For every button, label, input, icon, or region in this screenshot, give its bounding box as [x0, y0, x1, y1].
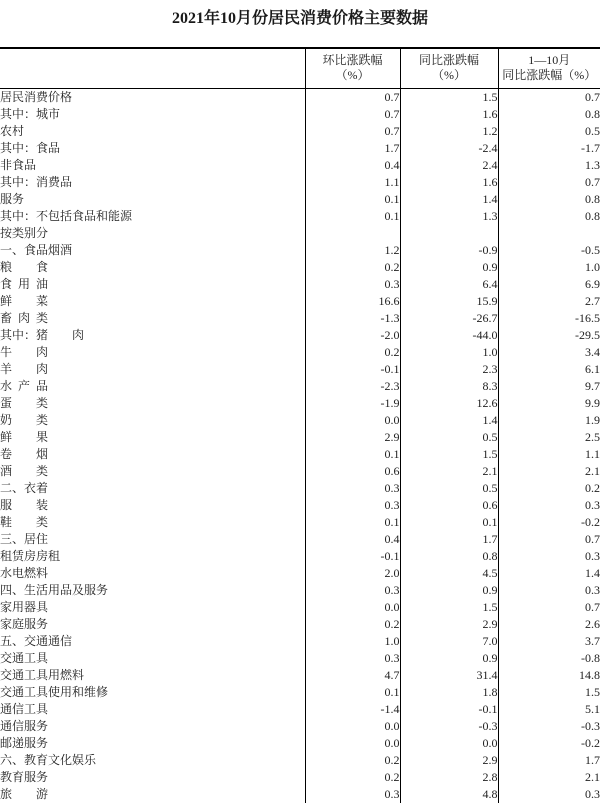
table-row: [0, 531, 600, 548]
table-row: [0, 225, 600, 242]
table-row: [0, 701, 600, 718]
mom-value-cell: 1.7: [305, 140, 400, 157]
row-label: [0, 412, 305, 429]
row-label: [0, 735, 305, 752]
ytd-value-cell: 14.8: [498, 667, 600, 684]
row-label-name: 交通工具: [0, 650, 49, 665]
ytd-value-cell: 9.9: [498, 395, 600, 412]
yoy-value-cell: 0.6: [400, 497, 498, 514]
mom-value-cell: 2.9: [305, 429, 400, 446]
row-label: [0, 633, 305, 650]
mom-value-cell: 0.1: [305, 684, 400, 701]
table-row: [0, 514, 600, 531]
mom-value-cell: 1.1: [305, 174, 400, 191]
table-row: [0, 174, 600, 191]
yoy-value-cell: 15.9: [400, 293, 498, 310]
table-row: [0, 616, 600, 633]
table-row: [0, 497, 600, 514]
yoy-value-cell: 4.8: [400, 786, 498, 803]
row-label-name: 不包括食品和能源: [36, 208, 133, 223]
table-row: [0, 157, 600, 174]
ytd-value-cell: -29.5: [498, 327, 600, 344]
header-mom-column: [305, 48, 400, 88]
ytd-value-cell: -0.8: [498, 650, 600, 667]
ytd-value-cell: -0.2: [498, 735, 600, 752]
yoy-value-cell: 4.5: [400, 565, 498, 582]
table-row: [0, 769, 600, 786]
table-row: [0, 565, 600, 582]
table-row: [0, 123, 600, 140]
row-label-name: 一、食品烟酒: [0, 242, 73, 257]
ytd-value-cell: 0.8: [498, 208, 600, 225]
row-label-name: 猪肉: [36, 327, 85, 342]
mom-value-cell: 0.3: [305, 786, 400, 803]
ytd-value-cell: 0.2: [498, 480, 600, 497]
row-label: [0, 565, 305, 582]
ytd-value-cell: 1.3: [498, 157, 600, 174]
yoy-value-cell: 2.8: [400, 769, 498, 786]
table-row: [0, 208, 600, 225]
ytd-value-cell: 0.8: [498, 106, 600, 123]
yoy-value-cell: 1.6: [400, 106, 498, 123]
row-label: [0, 174, 305, 191]
row-label-name: 酒类: [0, 463, 48, 478]
row-label-name: 食用油: [0, 276, 48, 291]
ytd-value-cell: 2.7: [498, 293, 600, 310]
mom-value-cell: 0.4: [305, 531, 400, 548]
row-label-name: 蛋类: [0, 395, 48, 410]
table-row: [0, 191, 600, 208]
yoy-value-cell: 2.1: [400, 463, 498, 480]
table-row: [0, 140, 600, 157]
row-label: [0, 684, 305, 701]
yoy-value-cell: 31.4: [400, 667, 498, 684]
ytd-value-cell: 6.9: [498, 276, 600, 293]
row-label: [0, 310, 305, 327]
row-label-name: 奶类: [0, 412, 48, 427]
row-label: [0, 327, 305, 344]
row-label: [0, 446, 305, 463]
row-label-prefix: 其中：: [0, 140, 37, 155]
mom-value-cell: 0.4: [305, 157, 400, 174]
yoy-value-cell: 1.6: [400, 174, 498, 191]
yoy-value-cell: 0.9: [400, 650, 498, 667]
ytd-value-cell: -0.2: [498, 514, 600, 531]
table-row: [0, 310, 600, 327]
row-label: [0, 718, 305, 735]
table-row: [0, 327, 600, 344]
row-label: [0, 531, 305, 548]
yoy-value-cell: 8.3: [400, 378, 498, 395]
yoy-value-cell: -0.3: [400, 718, 498, 735]
row-label-name: 畜肉类: [0, 310, 48, 325]
mom-value-cell: 0.3: [305, 582, 400, 599]
row-label-name: 教育服务: [0, 769, 49, 784]
ytd-value-cell: 2.5: [498, 429, 600, 446]
table-row: [0, 582, 600, 599]
ytd-value-cell: 2.1: [498, 769, 600, 786]
row-label: [0, 480, 305, 497]
mom-value-cell: -1.9: [305, 395, 400, 412]
ytd-value-cell: [498, 225, 600, 242]
row-label-name: 家用器具: [0, 599, 49, 614]
yoy-value-cell: -26.7: [400, 310, 498, 327]
row-label-name: 粮食: [0, 259, 48, 274]
row-label: [0, 191, 305, 208]
header-yoy-line2: （%）: [432, 68, 466, 83]
ytd-value-cell: 0.7: [498, 531, 600, 548]
table-row: [0, 106, 600, 123]
row-label-name: 羊肉: [0, 361, 48, 376]
row-label-name: 鲜果: [0, 429, 48, 444]
yoy-value-cell: 0.5: [400, 480, 498, 497]
row-label: [0, 344, 305, 361]
yoy-value-cell: 0.0: [400, 735, 498, 752]
row-label: [0, 497, 305, 514]
ytd-value-cell: 0.3: [498, 582, 600, 599]
row-label: [0, 463, 305, 480]
row-label-name: 消费品: [36, 174, 73, 189]
header-yoy-column: [400, 48, 498, 88]
table-row: [0, 395, 600, 412]
row-label-name: 水电燃料: [0, 565, 49, 580]
ytd-value-cell: -0.5: [498, 242, 600, 259]
cpi-table: [0, 47, 600, 803]
row-label-name: 农村: [0, 123, 25, 138]
ytd-value-cell: 3.7: [498, 633, 600, 650]
table-row: [0, 480, 600, 497]
table-row: [0, 276, 600, 293]
row-label: [0, 259, 305, 276]
table-row: [0, 718, 600, 735]
row-label: [0, 378, 305, 395]
row-label-name: 城市: [36, 106, 61, 121]
row-label-name: 鲜菜: [0, 293, 48, 308]
row-label: [0, 599, 305, 616]
mom-value-cell: 0.1: [305, 191, 400, 208]
row-label: [0, 429, 305, 446]
table-row: [0, 599, 600, 616]
row-label-prefix: 其中：: [0, 327, 37, 342]
row-label-name: 通信工具: [0, 701, 49, 716]
mom-value-cell: 1.2: [305, 242, 400, 259]
mom-value-cell: 0.0: [305, 599, 400, 616]
row-label: [0, 701, 305, 718]
ytd-value-cell: 0.8: [498, 191, 600, 208]
ytd-value-cell: 1.7: [498, 752, 600, 769]
table-row: [0, 259, 600, 276]
mom-value-cell: 0.0: [305, 735, 400, 752]
row-label: [0, 208, 305, 225]
mom-value-cell: [305, 225, 400, 242]
row-label: [0, 225, 305, 242]
row-label-name: 卷烟: [0, 446, 48, 461]
mom-value-cell: 0.7: [305, 88, 400, 106]
mom-value-cell: 0.3: [305, 497, 400, 514]
table-row: [0, 548, 600, 565]
header-mom-line1: 环比涨跌幅: [322, 53, 383, 68]
row-label: [0, 293, 305, 310]
mom-value-cell: 0.3: [305, 480, 400, 497]
mom-value-cell: 0.2: [305, 769, 400, 786]
row-label-name: 租赁房房租: [0, 548, 61, 563]
table-row: [0, 361, 600, 378]
table-row: [0, 429, 600, 446]
row-label-name: 六、教育文化娱乐: [0, 752, 97, 767]
yoy-value-cell: 1.7: [400, 531, 498, 548]
header-ytd-line2: 同比涨跌幅（%）: [502, 68, 597, 83]
row-label-prefix: 其中：: [0, 208, 37, 223]
yoy-value-cell: 12.6: [400, 395, 498, 412]
table-row: [0, 446, 600, 463]
yoy-value-cell: 6.4: [400, 276, 498, 293]
mom-value-cell: 0.7: [305, 123, 400, 140]
mom-value-cell: -0.1: [305, 548, 400, 565]
row-label-name: 按类别分: [0, 225, 49, 240]
ytd-value-cell: 0.7: [498, 174, 600, 191]
ytd-value-cell: 1.1: [498, 446, 600, 463]
row-label: [0, 752, 305, 769]
row-label-name: 旅游: [0, 786, 48, 801]
ytd-value-cell: -1.7: [498, 140, 600, 157]
table-row: [0, 667, 600, 684]
row-label: [0, 786, 305, 803]
row-label-name: 鞋类: [0, 514, 48, 529]
ytd-value-cell: 0.5: [498, 123, 600, 140]
table-row: [0, 293, 600, 310]
mom-value-cell: 0.1: [305, 208, 400, 225]
mom-value-cell: -0.1: [305, 361, 400, 378]
mom-value-cell: 0.0: [305, 412, 400, 429]
yoy-value-cell: -44.0: [400, 327, 498, 344]
page-title: 2021年10月份居民消费价格主要数据: [171, 10, 428, 27]
table-row: [0, 633, 600, 650]
header-row: [0, 48, 600, 88]
row-label: [0, 140, 305, 157]
ytd-value-cell: 2.6: [498, 616, 600, 633]
row-label-name: 食品: [36, 140, 61, 155]
yoy-value-cell: 2.4: [400, 157, 498, 174]
yoy-value-cell: 0.1: [400, 514, 498, 531]
mom-value-cell: 2.0: [305, 565, 400, 582]
row-label-name: 交通工具用燃料: [0, 667, 85, 682]
ytd-value-cell: 5.1: [498, 701, 600, 718]
mom-value-cell: 0.2: [305, 344, 400, 361]
row-label-name: 邮递服务: [0, 735, 49, 750]
mom-value-cell: 4.7: [305, 667, 400, 684]
mom-value-cell: -2.0: [305, 327, 400, 344]
ytd-value-cell: 1.5: [498, 684, 600, 701]
row-label: [0, 667, 305, 684]
yoy-value-cell: 1.5: [400, 599, 498, 616]
mom-value-cell: -2.3: [305, 378, 400, 395]
table-row: [0, 684, 600, 701]
row-label-name: 牛肉: [0, 344, 48, 359]
yoy-value-cell: 1.5: [400, 88, 498, 106]
header-yoy-line1: 同比涨跌幅: [418, 53, 479, 68]
ytd-value-cell: 6.1: [498, 361, 600, 378]
yoy-value-cell: 0.9: [400, 582, 498, 599]
mom-value-cell: 0.2: [305, 616, 400, 633]
yoy-value-cell: -0.1: [400, 701, 498, 718]
table-row: [0, 242, 600, 259]
yoy-value-cell: 2.3: [400, 361, 498, 378]
table-row: [0, 786, 600, 803]
row-label: [0, 769, 305, 786]
ytd-value-cell: 0.3: [498, 786, 600, 803]
table-row: [0, 735, 600, 752]
mom-value-cell: 0.2: [305, 752, 400, 769]
mom-value-cell: -1.4: [305, 701, 400, 718]
ytd-value-cell: 3.4: [498, 344, 600, 361]
mom-value-cell: 0.2: [305, 259, 400, 276]
mom-value-cell: 0.0: [305, 718, 400, 735]
yoy-value-cell: 0.9: [400, 259, 498, 276]
ytd-value-cell: 1.4: [498, 565, 600, 582]
table-row: [0, 412, 600, 429]
mom-value-cell: 0.7: [305, 106, 400, 123]
table-row: [0, 752, 600, 769]
row-label-name: 服务: [0, 191, 25, 206]
mom-value-cell: 0.3: [305, 650, 400, 667]
table-row: [0, 650, 600, 667]
header-ytd-line1: 1—10月: [528, 53, 571, 68]
mom-value-cell: 0.3: [305, 276, 400, 293]
row-label: [0, 514, 305, 531]
row-label: [0, 548, 305, 565]
ytd-value-cell: -0.3: [498, 718, 600, 735]
header-label-column: [0, 48, 305, 88]
yoy-value-cell: 1.8: [400, 684, 498, 701]
yoy-value-cell: 1.5: [400, 446, 498, 463]
mom-value-cell: -1.3: [305, 310, 400, 327]
row-label-name: 居民消费价格: [0, 89, 73, 104]
table-row: [0, 378, 600, 395]
yoy-value-cell: 1.0: [400, 344, 498, 361]
row-label-prefix: 其中：: [0, 106, 37, 121]
cpi-table-body: [0, 88, 600, 803]
row-label: [0, 276, 305, 293]
yoy-value-cell: 0.5: [400, 429, 498, 446]
mom-value-cell: 1.0: [305, 633, 400, 650]
mom-value-cell: 0.1: [305, 514, 400, 531]
row-label-prefix: 其中：: [0, 174, 37, 189]
yoy-value-cell: [400, 225, 498, 242]
row-label-name: 交通工具使用和维修: [0, 684, 109, 699]
ytd-value-cell: 0.7: [498, 88, 600, 106]
yoy-value-cell: -2.4: [400, 140, 498, 157]
yoy-value-cell: 0.8: [400, 548, 498, 565]
yoy-value-cell: 2.9: [400, 616, 498, 633]
row-label-name: 五、交通通信: [0, 633, 73, 648]
yoy-value-cell: -0.9: [400, 242, 498, 259]
table-row: [0, 88, 600, 106]
row-label: [0, 361, 305, 378]
yoy-value-cell: 1.4: [400, 191, 498, 208]
row-label: [0, 123, 305, 140]
row-label: [0, 88, 305, 106]
ytd-value-cell: 1.0: [498, 259, 600, 276]
ytd-value-cell: 0.3: [498, 548, 600, 565]
ytd-value-cell: 0.7: [498, 599, 600, 616]
row-label-name: 四、生活用品及服务: [0, 582, 109, 597]
header-ytd-column: [498, 48, 600, 88]
row-label: [0, 616, 305, 633]
header-mom-line2: （%）: [335, 68, 370, 83]
cpi-table-header: [0, 48, 600, 88]
row-label: [0, 650, 305, 667]
table-row: [0, 463, 600, 480]
row-label-name: 服装: [0, 497, 48, 512]
row-label-name: 通信服务: [0, 718, 49, 733]
yoy-value-cell: 1.2: [400, 123, 498, 140]
row-label: [0, 157, 305, 174]
table-row: [0, 344, 600, 361]
row-label-name: 水产品: [0, 378, 48, 393]
ytd-value-cell: -16.5: [498, 310, 600, 327]
ytd-value-cell: 1.9: [498, 412, 600, 429]
row-label: [0, 242, 305, 259]
row-label: [0, 106, 305, 123]
row-label-name: 非食品: [0, 157, 37, 172]
yoy-value-cell: 1.3: [400, 208, 498, 225]
yoy-value-cell: 1.4: [400, 412, 498, 429]
ytd-value-cell: 0.3: [498, 497, 600, 514]
yoy-value-cell: 2.9: [400, 752, 498, 769]
yoy-value-cell: 7.0: [400, 633, 498, 650]
mom-value-cell: 0.1: [305, 446, 400, 463]
mom-value-cell: 16.6: [305, 293, 400, 310]
mom-value-cell: 0.6: [305, 463, 400, 480]
row-label: [0, 582, 305, 599]
row-label-name: 二、衣着: [0, 480, 49, 495]
ytd-value-cell: 2.1: [498, 463, 600, 480]
ytd-value-cell: 9.7: [498, 378, 600, 395]
row-label-name: 三、居住: [0, 531, 49, 546]
row-label: [0, 395, 305, 412]
row-label-name: 家庭服务: [0, 616, 49, 631]
